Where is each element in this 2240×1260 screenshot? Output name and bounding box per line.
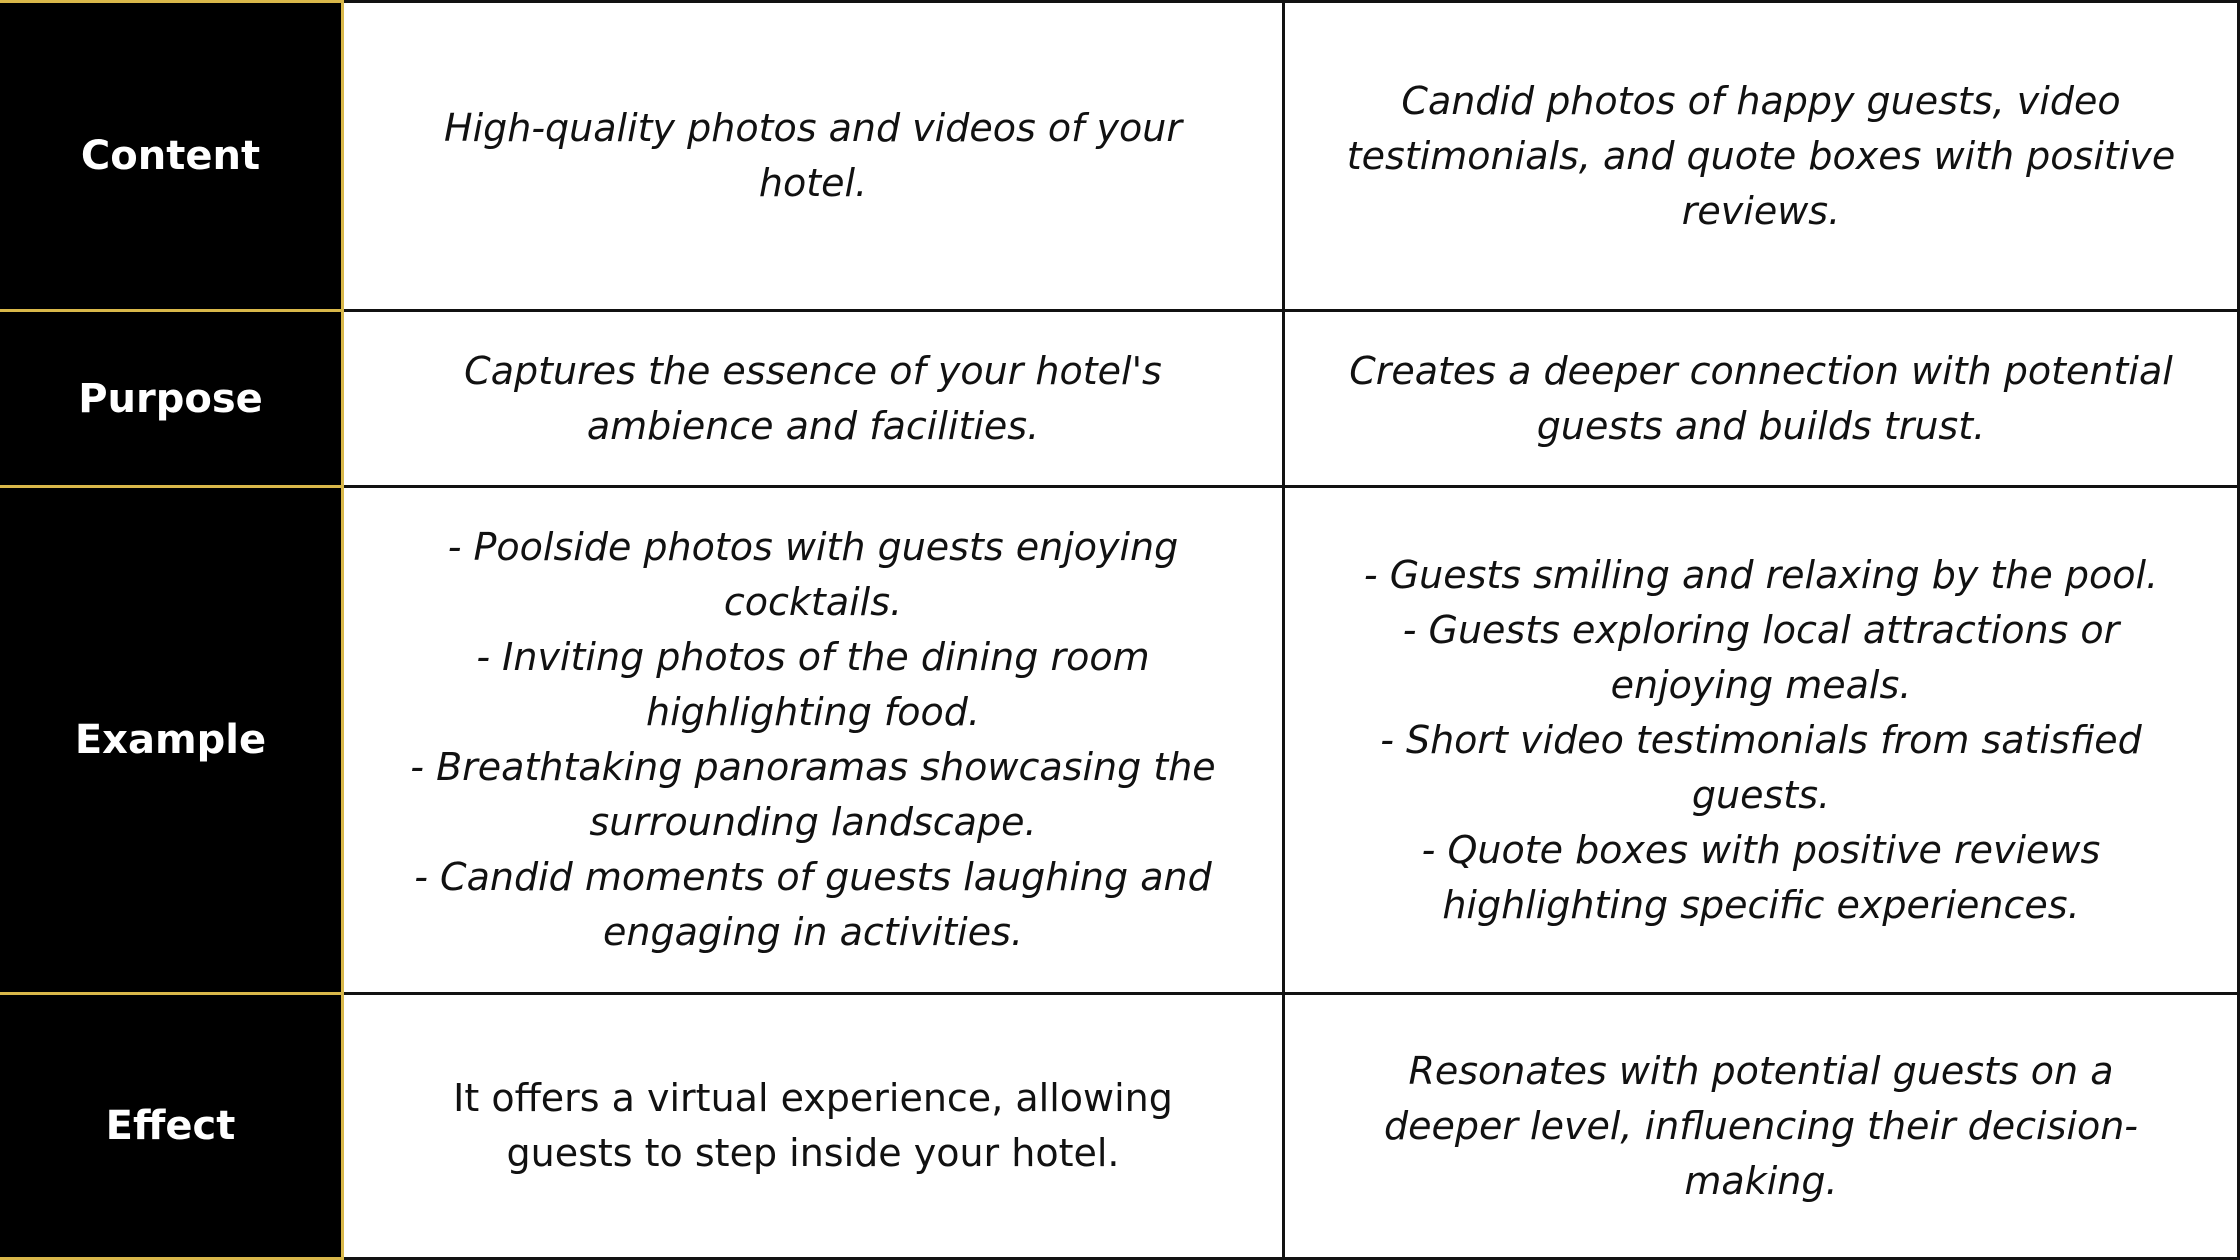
row-label-text: Purpose	[78, 375, 263, 422]
row-label-purpose	[0, 312, 344, 488]
cell-text: Resonates with potential guests on a deeper level, influencing their decision- making.	[1383, 1048, 2139, 1203]
row-label-example	[0, 488, 344, 995]
row-label-text: Example	[74, 717, 267, 763]
cell-text: Captures the essence of your hotel's ambience and facilities.	[464, 348, 1162, 448]
table-cell-purpose-col1	[344, 312, 1285, 488]
row-label-effect	[0, 995, 344, 1260]
table-cell-example-col2	[1285, 488, 2240, 995]
table-cell-effect-col2	[1285, 995, 2240, 1260]
cell-text: Creates a deeper connection with potential guests and builds trust.	[1349, 348, 2173, 448]
cell-text: It offers a virtual experience, allowing guests to step inside your hotel.	[453, 1076, 1173, 1175]
table-cell-effect-col1	[344, 995, 1285, 1260]
table-cell-example-col1	[344, 488, 1285, 995]
cell-text: Candid photos of happy guests, video testimonials, and quote boxes with positive reviews.	[1346, 78, 2176, 233]
cell-text: - Guests smiling and relaxing by the pool. - Guests exploring local attractions or enjoying meals. - Short video testimonials from satisfied guests. - Quote boxes with positive reviews highlighting specific experiences.	[1363, 552, 2159, 927]
row-label-text: Content	[80, 133, 261, 179]
table-cell-content-col2	[1285, 0, 2240, 312]
cell-text: High-quality photos and videos of your hotel.	[444, 106, 1182, 205]
table-cell-content-col1	[344, 0, 1285, 312]
row-label-content	[0, 0, 344, 312]
row-label-text: Effect	[105, 1103, 236, 1149]
table-cell-purpose-col2	[1285, 312, 2240, 488]
cell-text: - Poolside photos with guests enjoying cocktails. - Inviting photos of the dining room highlighting food. - Breathtaking panoramas showcasing the surrounding landscape. - Candid moments of guests laughing and engaging in activities.	[410, 525, 1216, 954]
